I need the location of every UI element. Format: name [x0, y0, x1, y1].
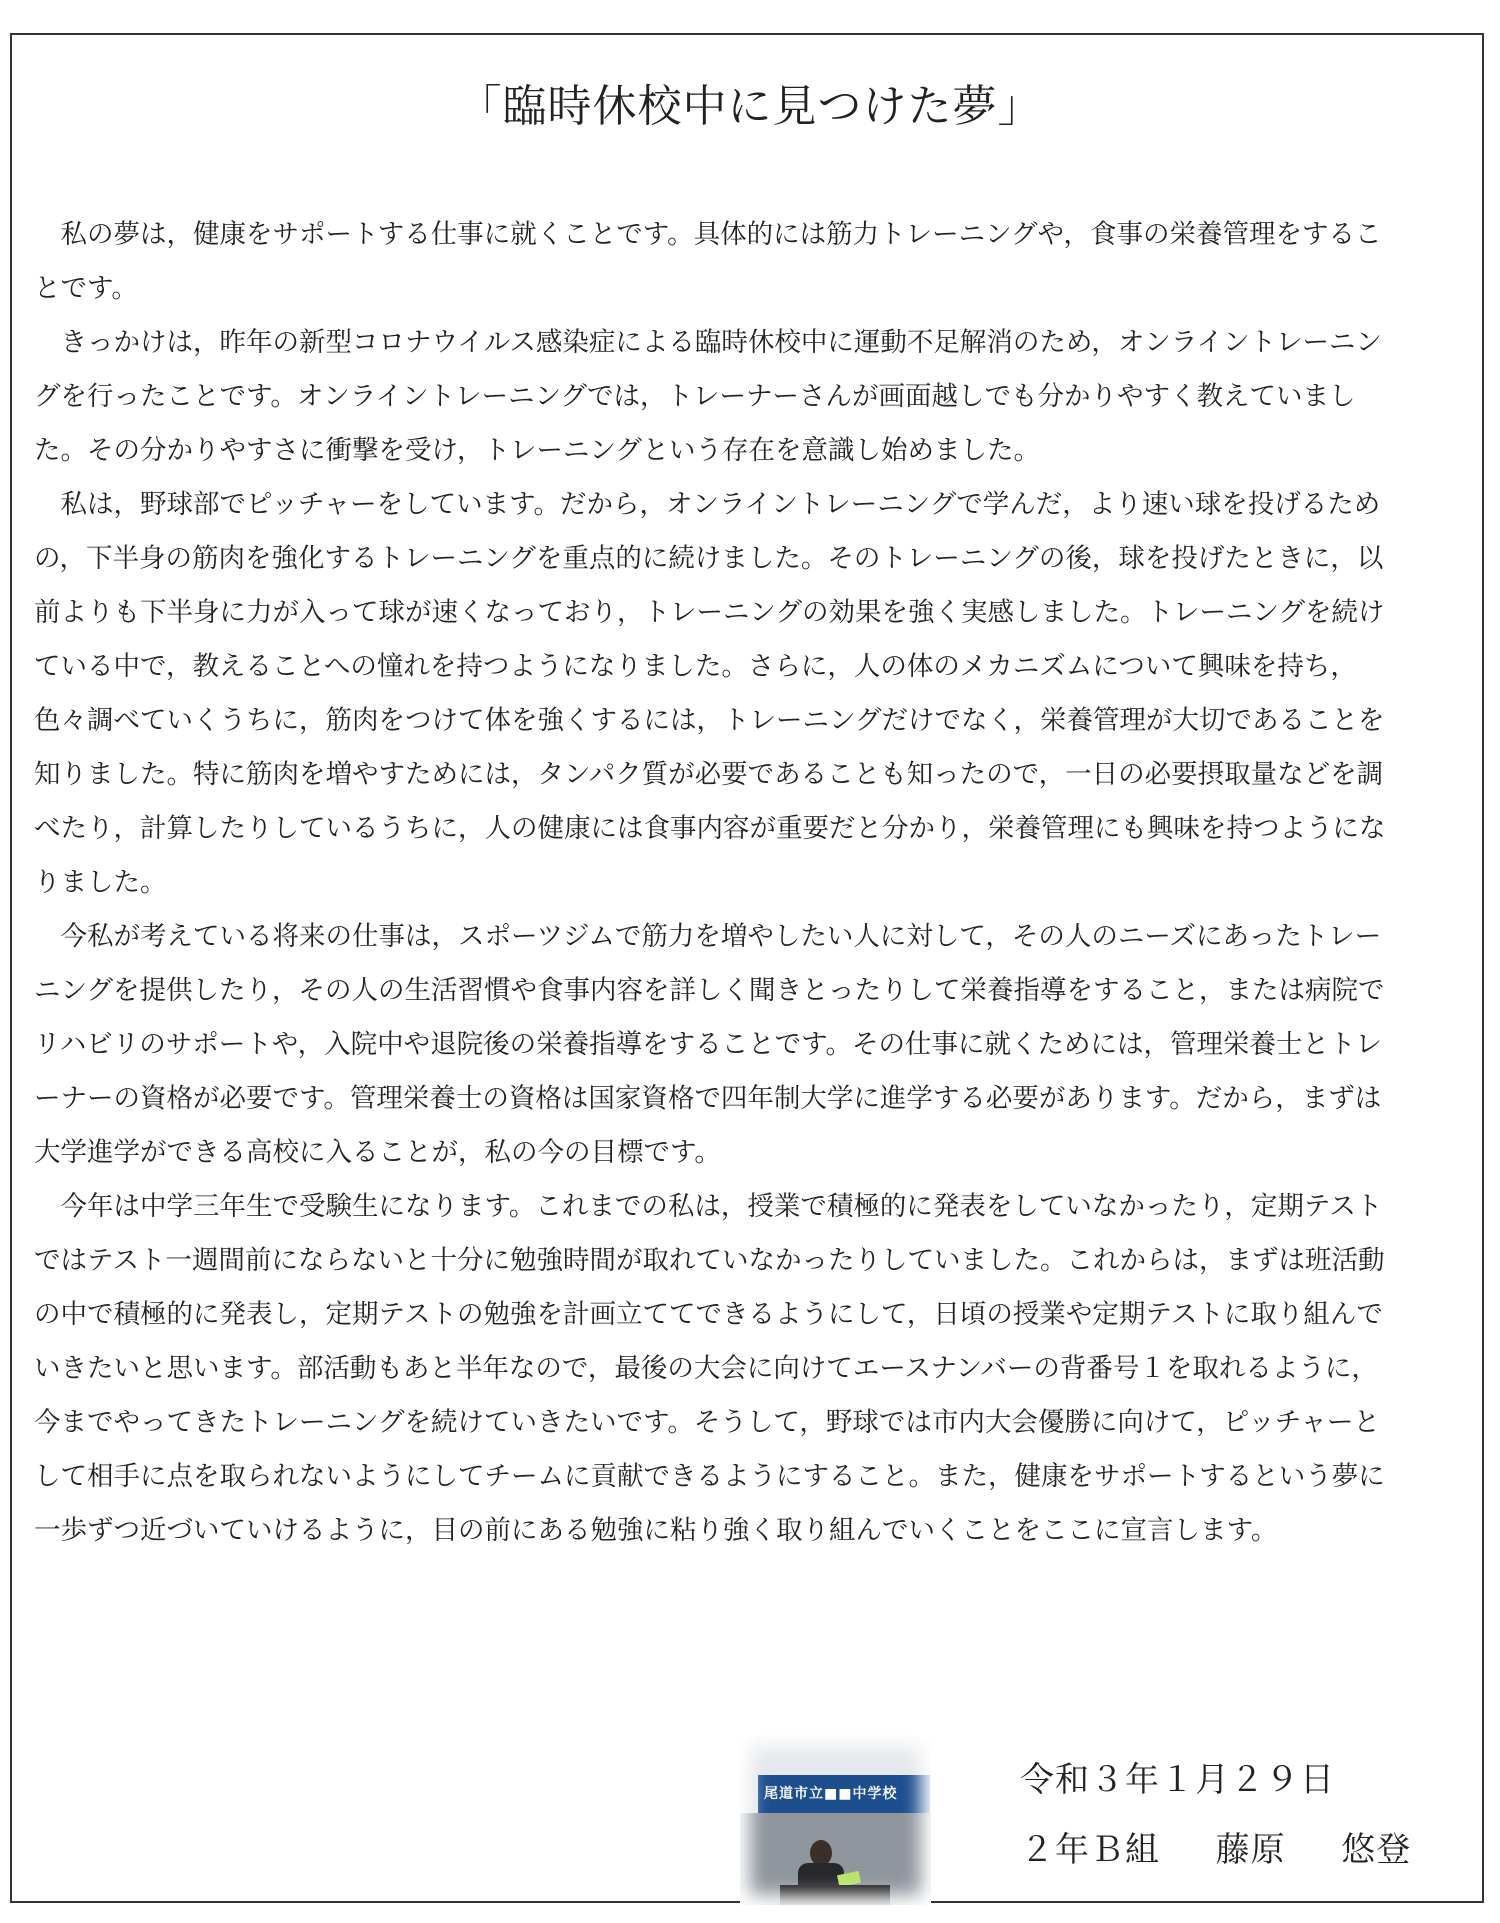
essay-line: の中で積極的に発表し，定期テストの勉強を計画立ててできるようにして，日頃の授業や定期テストに取り組んで — [34, 1299, 1383, 1330]
photo-vignette — [740, 1735, 931, 1905]
essay-paragraph — [34, 316, 1474, 478]
essay-paragraph — [34, 1180, 1474, 1558]
essay-line: 色々調べていくうちに，筋肉をつけて体を強くするには，トレーニングだけでなく，栄養管理が大切であることを — [34, 705, 1385, 736]
essay-paragraph — [34, 478, 1474, 910]
essay-line: グを行ったことです。オンライントレーニングでは，トレーナーさんが画面越しでも分かりやすく教えていまし — [34, 381, 1356, 412]
essay-title: 「臨時休校中に見つけた夢」 — [457, 81, 1043, 132]
essay-line: して相手に点を取られないようにしてチームに貢献できるようにすること。また，健康をサポートするという夢に — [34, 1461, 1385, 1492]
essay-line: 一歩ずつ近づいていけるように，目の前にある勉強に粘り強く取り組んでいくことをここに宣言します。 — [34, 1515, 1278, 1546]
author-family-name: 藤原 — [1215, 1830, 1286, 1870]
essay-line: の，下半身の筋肉を強化するトレーニングを重点的に続けました。そのトレーニングの後，球を投げたときに，以 — [34, 543, 1384, 574]
essay-paragraph — [34, 910, 1474, 1180]
essay-line: ニングを提供したり，その人の生活習慣や食事内容を詳しく聞きとったりして栄養指導をすること，または病院で — [34, 975, 1385, 1006]
speech-photo — [740, 1735, 931, 1905]
essay-line: いきたいと思います。部活動もあと半年なので，最後の大会に向けてエースナンバーの背番号１を取れるように， — [34, 1353, 1378, 1384]
essay-paragraph — [34, 208, 1474, 316]
essay-line: 大学進学ができる高校に入ることが，私の今の目標です。 — [34, 1137, 721, 1168]
essay-line: りました。 — [34, 867, 167, 898]
essay-line: 今年は中学三年生で受験生になります。これまでの私は，授業で積極的に発表をしていなかったり，定期テスト — [34, 1191, 1383, 1222]
essay-line: 今までやってきたトレーニングを続けていきたいです。そうして，野球では市内大会優勝に向けて，ピッチャーと — [34, 1407, 1380, 1438]
essay-line: 知りました。特に筋肉を増やすためには，タンパク質が必要であることも知ったので，一日の必要摂取量などを調 — [34, 759, 1384, 790]
essay-line: 前よりも下半身に力が入って球が速くなっており，トレーニングの効果を強く実感しました。トレーニングを続け — [34, 597, 1385, 628]
essay-line: ている中で，教えることへの憧れを持つようになりました。さらに，人の体のメカニズムについて興味を持ち， — [34, 651, 1357, 682]
essay-body — [34, 208, 1474, 1558]
essay-line: きっかけは，昨年の新型コロナウイルス感染症による臨時休校中に運動不足解消のため，オンライントレーニン — [34, 327, 1383, 358]
essay-line: た。その分かりやすさに衝撃を受け，トレーニングという存在を意識し始めました。 — [34, 435, 1040, 466]
essay-line: 私は，野球部でピッチャーをしています。だから，オンライントレーニングで学んだ，より速い球を投げるため — [34, 489, 1381, 520]
class-name: ２年Ｂ組 — [1020, 1830, 1160, 1870]
essay-line: とです。 — [34, 273, 138, 304]
date: 令和３年１月２９日 — [1020, 1760, 1335, 1800]
author-given-name: 悠登 — [1341, 1830, 1412, 1870]
essay-line: 今私が考えている将来の仕事は，スポーツジムで筋力を増やしたい人に対して，その人のニーズにあったトレー — [34, 921, 1382, 952]
essay-line: リハビリのサポートや，入院中や退院後の栄養指導をすることです。その仕事に就くためには，管理栄養士とトレ — [34, 1029, 1383, 1060]
essay-line: ーナーの資格が必要です。管理栄養士の資格は国家資格で四年制大学に進学する必要があります。だから，まずは — [34, 1083, 1382, 1114]
photo-banner-text: 尾道市立■■中学校 — [764, 1786, 898, 1802]
essay-line: べたり，計算したりしているうちに，人の健康には食事内容が重要だと分かり，栄養管理にも興味を持つようにな — [34, 813, 1386, 844]
essay-line: ではテスト一週間前にならないと十分に勉強時間が取れていなかったりしていました。これからは，まずは班活動 — [34, 1245, 1385, 1276]
author-signature — [1020, 1822, 1411, 1871]
essay-line: 私の夢は，健康をサポートする仕事に就くことです。具体的には筋力トレーニングや，食事の栄養管理をするこ — [34, 219, 1382, 250]
